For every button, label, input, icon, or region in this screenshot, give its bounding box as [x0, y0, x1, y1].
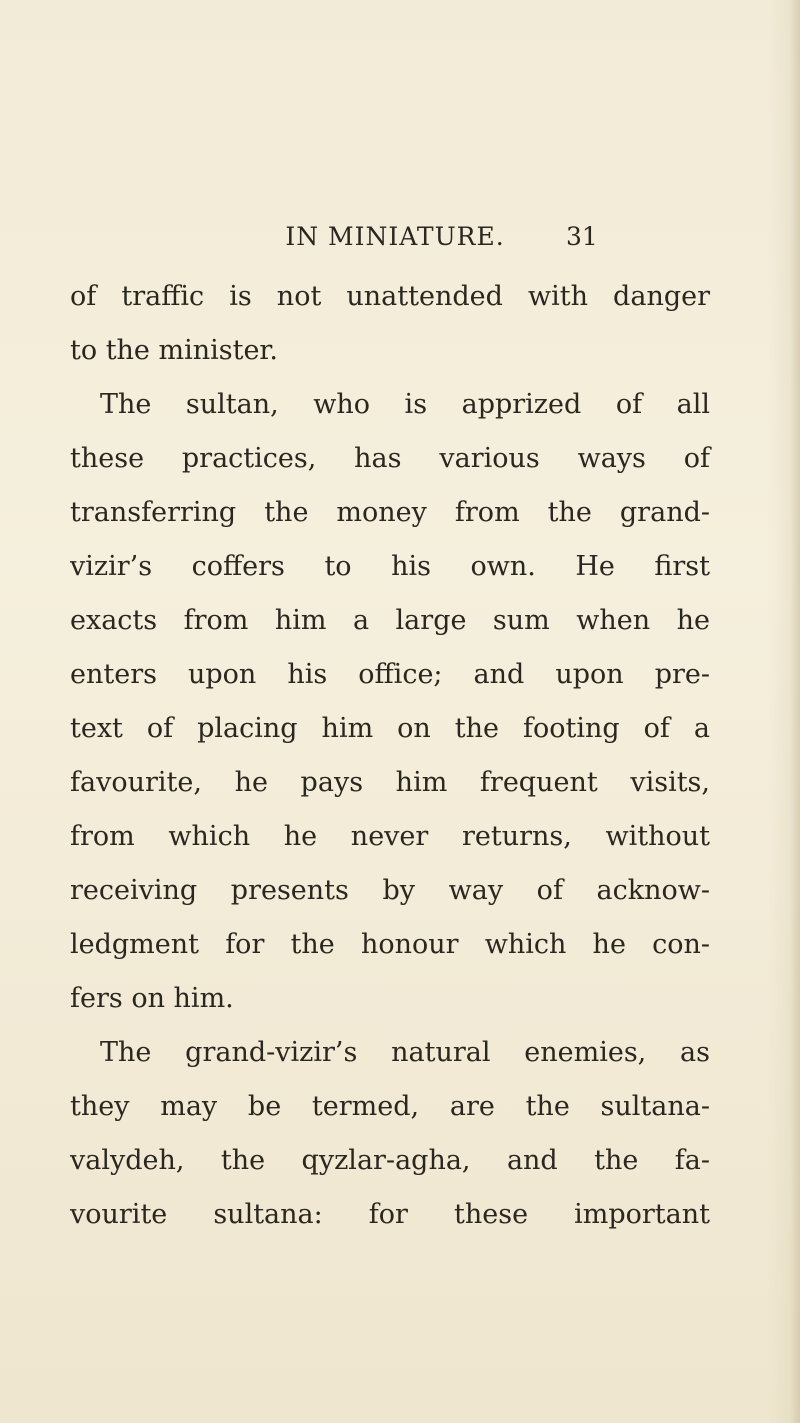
text-line: exacts from him a large sum when he — [70, 605, 710, 636]
text-line: vizir’s coffers to his own. He first — [70, 551, 710, 582]
text-line: to the minister. — [70, 335, 278, 366]
text-line: valydeh, the qyzlar-agha, and the fa- — [70, 1145, 710, 1176]
text-line: transferring the money from the grand- — [70, 497, 710, 528]
text-line: receiving presents by way of acknow- — [70, 875, 710, 906]
text-line: these practices, has various ways of — [70, 443, 710, 474]
body-text — [70, 270, 710, 1242]
text-line: favourite, he pays him frequent visits, — [70, 767, 710, 798]
text-line: text of placing him on the footing of a — [70, 713, 710, 744]
text-line: The grand-vizir’s natural enemies, as — [100, 1037, 710, 1068]
text-line: they may be termed, are the sultana- — [70, 1091, 710, 1122]
text-line: vourite sultana: for these important — [70, 1199, 710, 1230]
running-title: IN MINIATURE. — [285, 222, 505, 251]
text-line: of traffic is not unattended with danger — [70, 281, 710, 312]
page-number: 31 — [566, 222, 598, 251]
text-line: from which he never returns, without — [70, 821, 710, 852]
text-line: ledgment for the honour which he con- — [70, 929, 710, 960]
text-line: fers on him. — [70, 983, 234, 1014]
page-edge-shadow — [790, 0, 800, 1423]
text-line: The sultan, who is apprized of all — [100, 389, 710, 420]
text-line: enters upon his office; and upon pre- — [70, 659, 710, 690]
